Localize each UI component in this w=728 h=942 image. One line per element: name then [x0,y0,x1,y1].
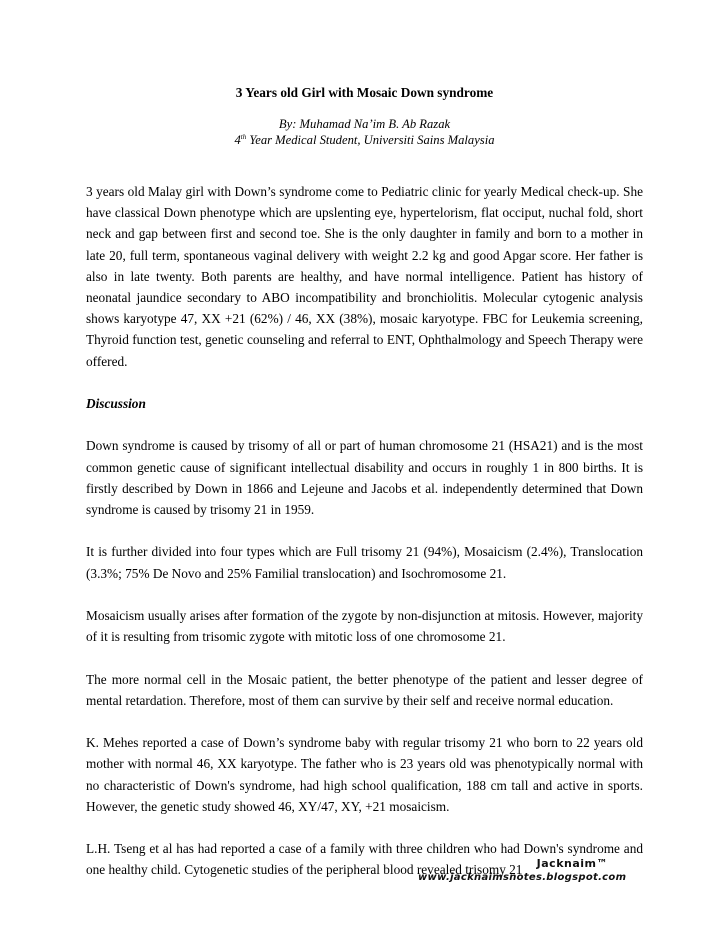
affiliation-line [86,133,643,148]
discussion-paragraph-5: K. Mehes reported a case of Down’s syndrome baby with regular trisomy 21 who born to 22 years old mother with normal 46, XX karyotype. The father who is 23 years old was phenotypically normal with no characteristic of Down's syndrome, had high school qualification, 188 cm tall and active in sports. However, the genetic study showed 46, XY/47, XY, +21 mosaicism. [86,735,643,814]
discussion-paragraph-4: The more normal cell in the Mosaic patient, the better phenotype of the patient and lesser degree of mental retardation. Therefore, most of them can survive by their self and receive normal education. [86,671,643,708]
discussion-paragraph-2: It is further divided into four types which are Full trisomy 21 (94%), Mosaicism (2.4%), Translocation (3.3%; 75% De Novo and 25% Familial translocation) and Isochromosome 21. [86,544,643,581]
case-paragraph: 3 years old Malay girl with Down’s syndrome come to Pediatric clinic for yearly Medical check-up. She have classical Down phenotype which are upslenting eye, hypertelorism, flat occiput, nuchal fold, short neck and gap between first and second toe. She is the only daughter in family and born to a mother in late 20, full term, spontaneous vaginal delivery with weight 2.2 kg and good Apgar score. Her father is also in late twenty. Both parents are healthy, and have normal intelligence. Patient has history of neonatal jaundice secondary to ABO incompatibility and bronchiolitis. Molecular cytogenic analysis shows karyotype 47, XX +21 (62%) / 46, XX (38%), mosaic karyotype. FBC for Leukemia screening, Thyroid function test, genetic counseling and referral to ENT, Ophthalmology and Speech Therapy were offered. [86,184,643,369]
author-line: By: Muhamad Na’im B. Ab Razak [278,117,451,131]
watermark-name: Jacknaim™ [536,857,608,870]
document-body [86,181,643,902]
watermark-url: www.jacknaimsnotes.blogspot.com [418,872,627,883]
watermark [418,857,627,885]
discussion-paragraph-1: Down syndrome is caused by trisomy of all or part of human chromosome 21 (HSA21) and is the most common genetic cause of significant intellectual disability and occurs in roughly 1 in 800 births. It is firstly described by Down in 1866 and Lejeune and Jacobs et al. independently determined that Down syndrome is caused by trisomy 21 in 1959. [86,438,643,518]
document-title: 3 Years old Girl with Mosaic Down syndrome [235,85,494,100]
discussion-paragraph-6: L.H. Tseng et al has had reported a case of a family with three children who had Down's syndrome and one healthy child. Cytogenetic studies of the peripheral blood revealed trisomy 21 [86,841,643,878]
affiliation-ordinal: 4 [234,133,241,147]
affiliation-superscript: th [240,133,247,141]
affiliation-text: Year Medical Student, Universiti Sains Malaysia [246,133,495,147]
discussion-heading: Discussion [86,396,146,412]
discussion-paragraph-3: Mosaicism usually arises after formation of the zygote by non-disjunction at mitosis. However, majority of it is resulting from trisomic zygote with mitotic loss of one chromosome 21. [86,608,643,645]
